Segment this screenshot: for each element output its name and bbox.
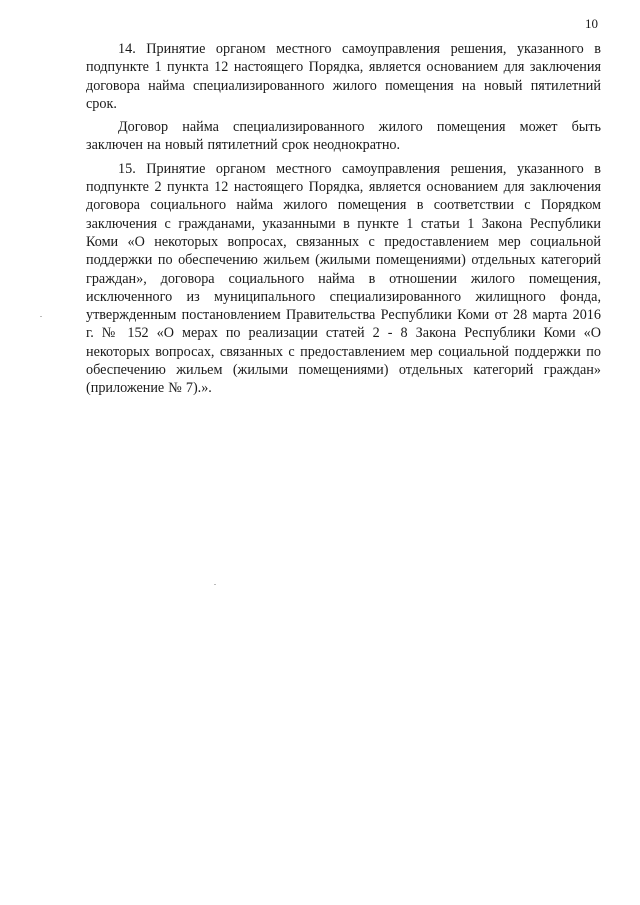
paragraph-14: 14. Принятие органом местного самоуправления решения, указанного в подпункте 1 пункта 12 настоящего Порядка, является основанием для заключения договора найма специализированного жилого помещения на новый пятилетний срок. [86, 41, 601, 112]
paragraph-15: 15. Принятие органом местного самоуправления решения, указанного в подпункте 2 пункта 12 настоящего Порядка, является основанием для заключения договора социального найма жилого помещения в соответствии с Порядком заключения с гражданами, указанными в пункте 1 статьи 1 Закона Республики Коми «О некоторых вопросах, связанных с предоставлением мер социальной поддержки по обеспечению жильем (жилыми помещениями) отдельных категорий граждан», договора социального найма в отношении жилого помещения, исключенного из муниципального специализированного жилищного фонда, утвержденным постановлением Правительства Республики Коми от 28 марта 2016 г. № 152 «О мерах по реализации статей 2 - 8 Закона Республики Коми «О некоторых вопросах, связанных с предоставлением мер социальной поддержки по обеспечению жильем (жилыми помещениями) отдельных категорий граждан» (приложение № 7).». [86, 160, 601, 397]
paragraph-contract-renewal: Договор найма специализированного жилого помещения может быть заключен на новый пятилетний срок неоднократно. [86, 119, 601, 154]
document-body [86, 40, 601, 398]
scan-speck [214, 584, 216, 585]
scan-speck [40, 316, 42, 317]
page-number: 10 [585, 16, 598, 31]
